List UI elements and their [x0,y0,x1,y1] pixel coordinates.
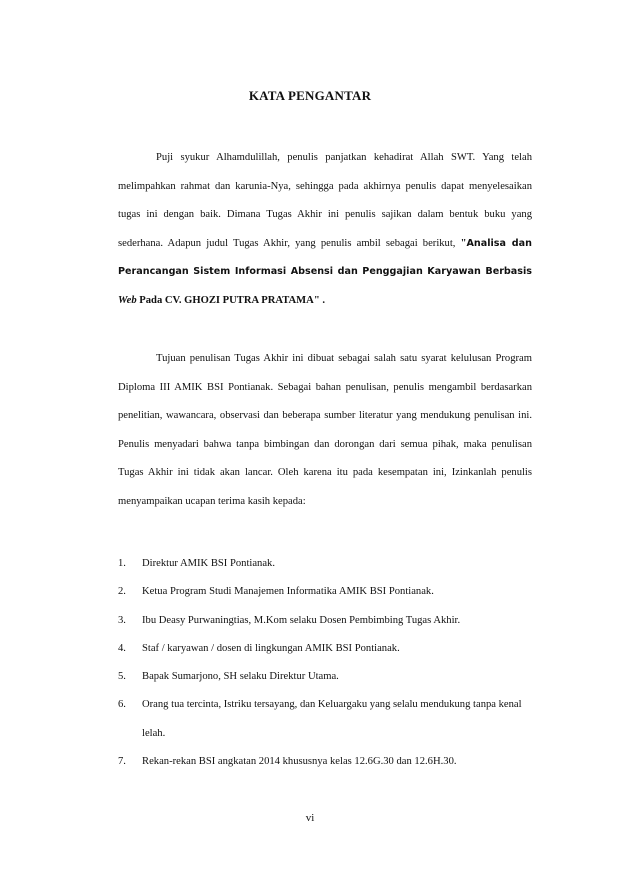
thesis-title-part2: Pada CV. GHOZI PUTRA PRATAMA [136,294,314,306]
list-item-text: Ibu Deasy Purwaningtias, M.Kom selaku Dosen Pembimbing Tugas Akhir. [142,614,461,626]
list-item [118,635,534,663]
list-item [118,663,534,691]
list-item [118,748,534,776]
paragraph-opening-end: . [319,294,325,306]
quote-open: " [460,237,467,249]
list-item-text: Rekan-rekan BSI angkatan 2014 khususnya kelas 12.6G.30 dan 12.6H.30. [142,756,457,768]
list-item [118,691,534,748]
list-item-number: 4. [118,642,126,654]
paragraph-opening-intro: Puji syukur Alhamdulillah, penulis panjatkan kehadirat Allah SWT. Yang telah melimpahkan rahmat dan karunia-Nya, sehingga pada akhirnya penulis dapat menyelesaikan tugas ini dengan baik. Dimana Tugas Akhir ini penulis sajikan dalam bentuk buku yang sederhana. Adapun judul Tugas Akhir, yang penulis ambil sebagai berikut, [118,152,532,249]
paragraph-opening-text [118,144,532,316]
page-number: vi [305,812,315,824]
quote-close: " [313,294,320,306]
list-item-text: Bapak Sumarjono, SH selaku Direktur Utama. [142,671,339,683]
list-item-text: Orang tua tercinta, Istriku tersayang, dan Keluargaku yang selalu mendukung tanpa kenal lelah. [142,699,522,739]
paragraph-purpose-text: Tujuan penulisan Tugas Akhir ini dibuat sebagai salah satu syarat kelulusan Program Diploma III AMIK BSI Pontianak. Sebagai bahan penulisan, penulis mengambil berdasarkan penelitian, wawancara, observasi dan beberapa sumber literatur yang mendukung penulisan ini. Penulis menyadari bahwa tanpa bimbingan dan dorongan dari semua pihak, maka penulisan Tugas Akhir ini tidak akan lancar. Oleh karena itu pada kesempatan ini, Izinkanlah penulis menyampaikan ucapan terima kasih kepada: [118,353,532,507]
list-item [118,550,534,578]
page-title: KATA PENGANTAR [248,88,372,103]
list-item-number: 6. [118,699,126,711]
paragraph-opening [118,144,532,316]
paragraph-purpose [118,345,532,517]
list-item-text: Staf / karyawan / dosen di lingkungan AMIK BSI Pontianak. [142,642,400,654]
list-item-number: 5. [118,671,126,683]
list-item-number: 7. [118,756,126,768]
list-item-number: 2. [118,586,126,598]
list-item [118,578,534,606]
list-item-number: 3. [118,614,126,626]
acknowledgement-list [118,550,534,776]
thesis-title-part1: Analisa dan Perancangan Sistem Informasi Absensi dan Penggajian Karyawan Berbasis [118,237,532,278]
thesis-title-web: Web [118,294,137,306]
list-item-text: Ketua Program Studi Manajemen Informatika AMIK BSI Pontianak. [142,586,434,598]
list-item-number: 1. [118,558,126,569]
list-item [118,607,534,635]
list-item-text: Direktur AMIK BSI Pontianak. [142,558,276,569]
